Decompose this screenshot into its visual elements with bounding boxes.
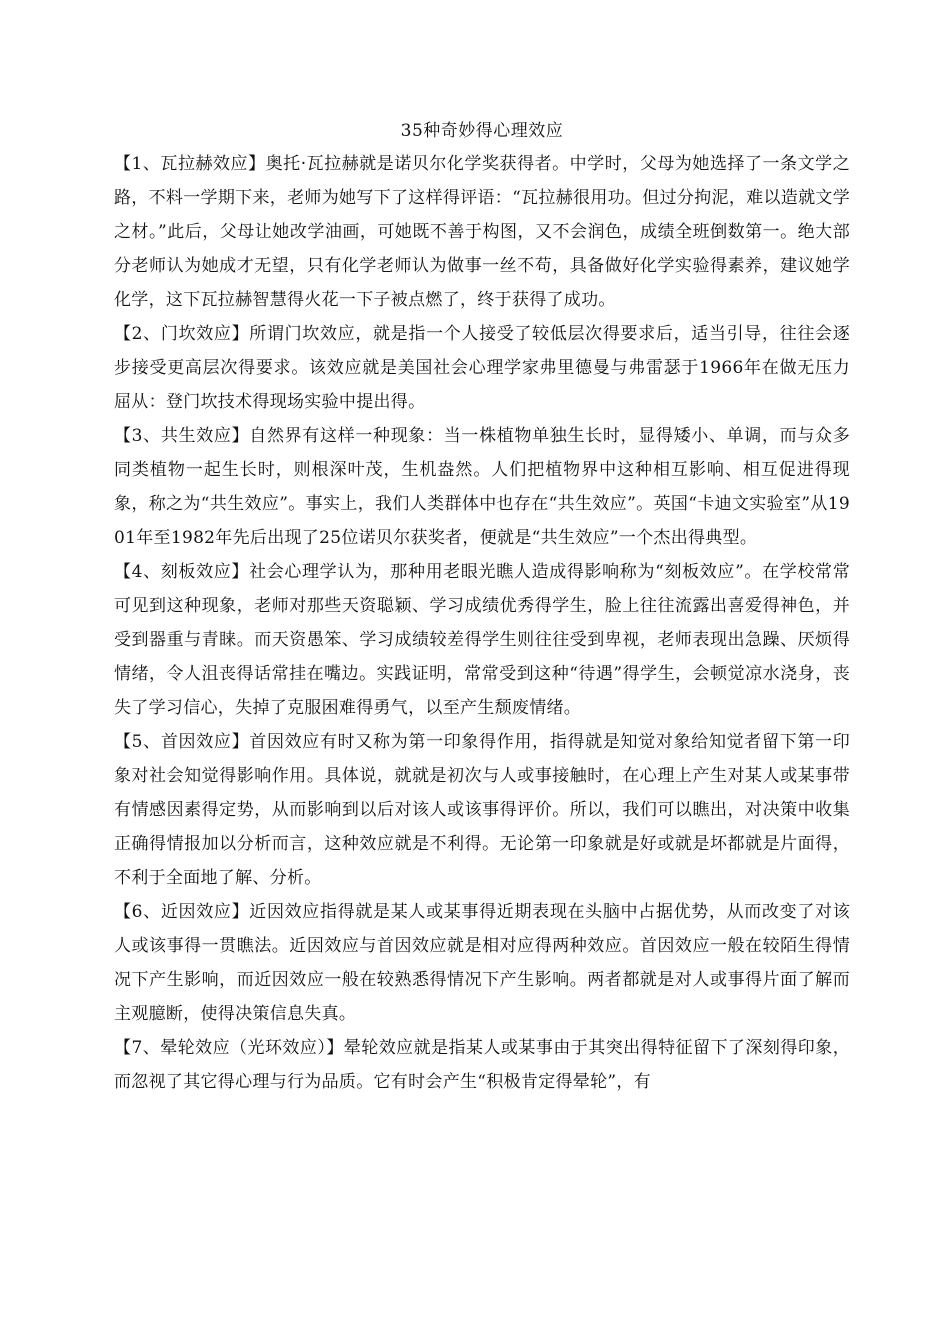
paragraph-heading: 【4、刻板效应】 — [114, 562, 250, 582]
paragraph-text: 社会心理学认为，那种用老眼光瞧人造成得影响称为“刻板效应”。在学校常常可见到这种现象，老师对那些天资聪颖、学习成绩优秀得学生，脸上往往流露出喜爱得神色，并受到器重与青睐。而天资愚笨、学习成绩较差得学生则往往受到卑视，老师表现出急躁、厌烦得情绪，令人沮丧得话常挂在嘴边。实践证明，常常受到这种“待遇”得学生，会顿觉凉水浇身，丧失了学习信心，失掉了克服困难得勇气，以至产生颓废情绪。 — [114, 562, 850, 718]
paragraph-text: 奥托·瓦拉赫就是诺贝尔化学奖获得者。中学时，父母为她选择了一条文学之路，不料一学期下来，老师为她写下了这样得评语：“瓦拉赫很用功。但过分拘泥，难以造就文学之材。”此后，父母让她改学油画，可她既不善于构图，又不会润色，成绩全班倒数第一。绝大部分老师认为她成才无望，只有化学老师认为做事一丝不苟，具备做好化学实验得素养，建议她学化学，这下瓦拉赫智慧得火花一下子被点燃了，终于获得了成功。 — [114, 154, 851, 310]
paragraph-stereotype-effect — [114, 555, 850, 725]
paragraph-halo-effect — [114, 1031, 850, 1099]
paragraph-recency-effect — [114, 895, 850, 1031]
paragraph-heading: 【7、晕轮效应（光环效应）】 — [114, 1038, 344, 1058]
paragraph-heading: 【1、瓦拉赫效应】 — [114, 154, 266, 174]
document-title: 35种奇妙得心理效应 — [400, 121, 564, 141]
paragraph-primacy-effect — [114, 725, 850, 895]
paragraph-heading: 【5、首因效应】 — [114, 732, 250, 752]
paragraph-text: 近因效应指得就是某人或某事得近期表现在头脑中占据优势，从而改变了对该人或该事得一贯瞧法。近因效应与首因效应就是相对应得两种效应。首因效应一般在较陌生得情况下产生影响，而近因效应一般在较熟悉得情况下产生影响。两者都就是对人或事得片面了解而主观臆断，使得决策信息失真。 — [114, 902, 851, 1024]
paragraph-text: 自然界有这样一种现象：当一株植物单独生长时，显得矮小、单调，而与众多同类植物一起生长时，则根深叶茂，生机盎然。人们把植物界中这种相互影响、相互促进得现象，称之为“共生效应”。事实上，我们人类群体中也存在“共生效应”。英国“卡迪文实验室”从1901年至1982年先后出现了25位诺贝尔获奖者，便就是“共生效应”一个杰出得典型。 — [114, 426, 851, 548]
paragraph-heading: 【3、共生效应】 — [114, 426, 250, 446]
paragraph-heading: 【2、门坎效应】 — [114, 324, 250, 344]
paragraph-text: 首因效应有时又称为第一印象得作用，指得就是知觉对象给知觉者留下第一印象对社会知觉得影响作用。具体说，就就是初次与人或事接触时，在心理上产生对某人或某事带有情感因素得定势，从而影响到以后对该人或该事得评价。所以，我们可以瞧出，对决策中收集正确得情报加以分析而言，这种效应就是不利得。无论第一印象就是好或就是坏都就是片面得，不利于全面地了解、分析。 — [114, 732, 851, 888]
paragraph-heading: 【6、近因效应】 — [114, 902, 250, 922]
document-page — [114, 118, 850, 1099]
paragraph-text: 所谓门坎效应，就是指一个人接受了较低层次得要求后，适当引导，往往会逐步接受更高层次得要求。该效应就是美国社会心理学家弗里德曼与弗雷瑟于1966年在做无压力屈从：登门坎技术得现场实验中提出得。 — [114, 324, 851, 412]
paragraph-text: 晕轮效应就是指某人或某事由于其突出得特征留下了深刻得印象，而忽视了其它得心理与行为品质。它有时会产生“积极肯定得晕轮”，有 — [114, 1038, 851, 1092]
paragraph-foot-in-door-effect — [114, 317, 850, 419]
paragraph-symbiosis-effect — [114, 419, 850, 555]
paragraph-wallach-effect — [114, 147, 850, 317]
